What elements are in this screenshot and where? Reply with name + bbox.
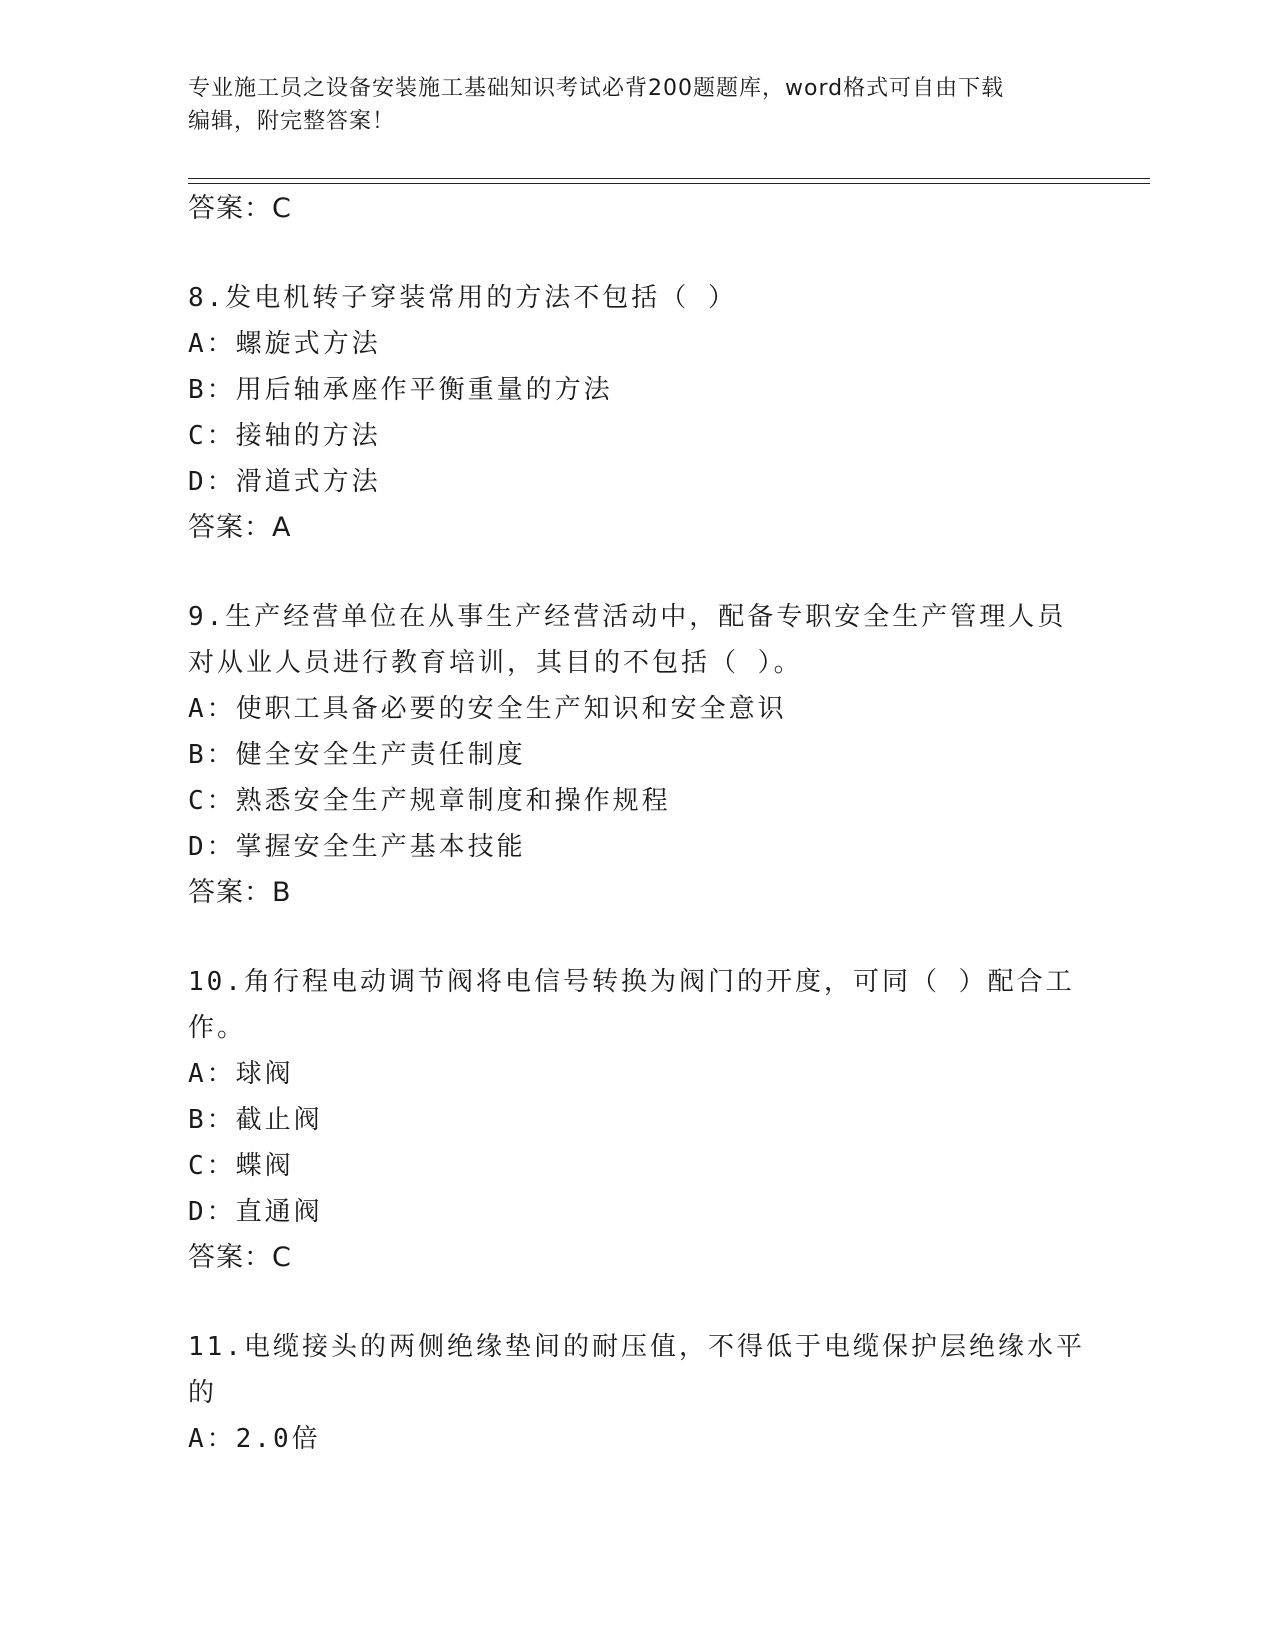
question-stem-line-2: 的 [188,1378,218,1408]
option-a: A：球阀 [188,1059,294,1089]
answer-line: 答案：B [188,877,292,908]
option-list [188,1416,1088,1462]
document-header [188,72,1088,138]
question-stem-line-1: 9.生产经营单位在从事生产经营活动中，配备专职安全生产管理人员 [188,602,1067,632]
question-block [188,1324,1088,1462]
question-block [188,275,1088,551]
option-b: B：截止阀 [188,1105,323,1135]
option-b: B：用后轴承座作平衡重量的方法 [188,375,613,405]
option-a: A：螺旋式方法 [188,329,381,359]
question-list [188,186,1088,1462]
question-block [188,594,1088,916]
option-b: B：健全安全生产责任制度 [188,740,526,770]
question-stem-line-1: 11.电缆接头的两侧绝缘垫间的耐压值，不得低于电缆保护层绝缘水平 [188,1332,1085,1362]
option-c: C：接轴的方法 [188,421,381,451]
option-list [188,1051,1088,1235]
question-stem-line-2: 对从业人员进行教育培训，其目的不包括（ ）。 [188,648,803,678]
header-title-line-2: 编辑，附完整答案！ [188,109,396,134]
answer-line: 答案：C [188,193,292,224]
option-a: A：使职工具备必要的安全生产知识和安全意识 [188,694,787,724]
answer-line: 答案：A [188,512,292,543]
question-stem: 8.发电机转子穿装常用的方法不包括（ ） [188,283,737,313]
option-c: C：蝶阀 [188,1151,294,1181]
answer-line: 答案：C [188,1242,292,1273]
option-d: D：直通阀 [188,1197,323,1227]
header-divider-top [188,178,1150,179]
option-list [188,321,1088,505]
option-d: D：掌握安全生产基本技能 [188,832,526,862]
header-divider-bottom [188,183,1150,184]
option-a: A：2.0倍 [188,1424,321,1454]
option-d: D：滑道式方法 [188,467,381,497]
question-stem-line-2: 作。 [188,1013,247,1043]
header-title-line-1: 专业施工员之设备安装施工基础知识考试必背200题题库，word格式可自由下载 [188,76,1005,101]
option-c: C：熟悉安全生产规章制度和操作规程 [188,786,671,816]
question-block [188,959,1088,1281]
option-list [188,686,1088,870]
question-stem-line-1: 10.角行程电动调节阀将电信号转换为阀门的开度，可同（ ）配合工 [188,967,1075,997]
